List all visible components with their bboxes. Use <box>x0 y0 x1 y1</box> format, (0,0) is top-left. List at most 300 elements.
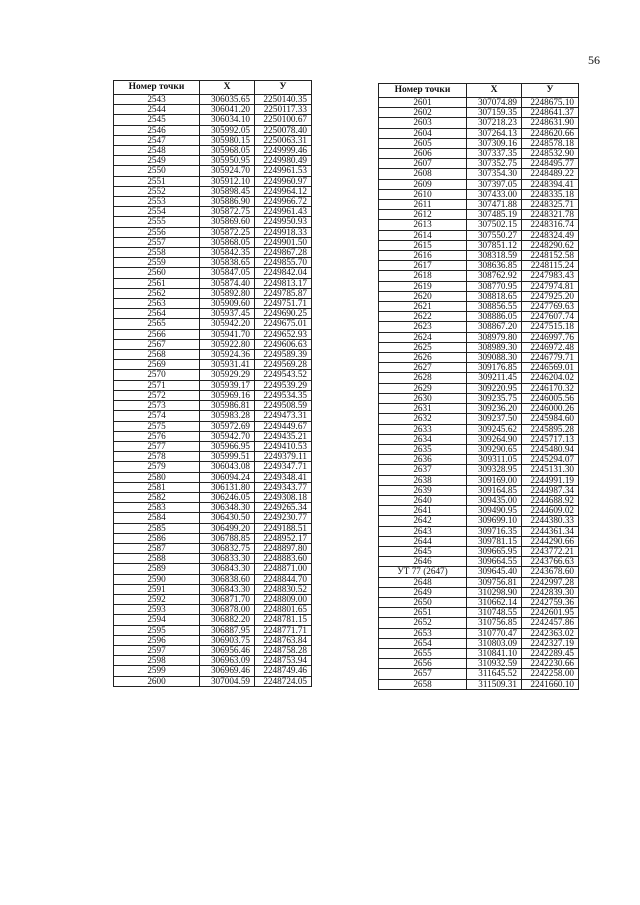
y-coordinate-cell: 2247769.63 <box>522 302 579 312</box>
table-row <box>379 567 579 577</box>
y-coordinate-cell: 2249675.01 <box>255 319 312 329</box>
x-coordinate-cell: 310298.90 <box>467 587 522 597</box>
table-row <box>379 506 579 516</box>
y-coordinate-cell: 2250140.35 <box>255 95 312 105</box>
y-coordinate-cell: 2249534.35 <box>255 390 312 400</box>
point-number-cell: 2613 <box>379 220 467 230</box>
point-number-cell: 2591 <box>114 584 200 594</box>
table-row <box>114 135 312 145</box>
point-number-cell: 2637 <box>379 465 467 475</box>
table-row <box>379 169 579 179</box>
point-number-cell: 2643 <box>379 526 467 536</box>
point-number-cell: 2583 <box>114 503 200 513</box>
point-number-cell: 2610 <box>379 189 467 199</box>
table-row <box>114 380 312 390</box>
y-coordinate-cell: 2249308.18 <box>255 492 312 502</box>
x-coordinate-cell: 308867.20 <box>467 322 522 332</box>
y-coordinate-cell: 2249508.59 <box>255 401 312 411</box>
point-number-cell: 2599 <box>114 666 200 676</box>
point-number-cell: 2562 <box>114 288 200 298</box>
table-row <box>379 98 579 108</box>
y-coordinate-cell: 2248321.78 <box>522 210 579 220</box>
y-coordinate-cell: 2248152.58 <box>522 251 579 261</box>
x-coordinate-cell: 309264.90 <box>467 434 522 444</box>
point-number-cell: 2585 <box>114 523 200 533</box>
point-number-cell: 2644 <box>379 536 467 546</box>
point-number-cell: 2652 <box>379 618 467 628</box>
y-coordinate-cell: 2243678.60 <box>522 567 579 577</box>
x-coordinate-cell: 306843.30 <box>200 564 255 574</box>
point-number-cell: 2598 <box>114 656 200 666</box>
x-coordinate-cell: 310803.09 <box>467 638 522 648</box>
y-coordinate-cell: 2249855.70 <box>255 258 312 268</box>
point-number-cell: 2561 <box>114 278 200 288</box>
table-row <box>379 669 579 679</box>
table-row <box>114 248 312 258</box>
x-coordinate-cell: 309311.05 <box>467 455 522 465</box>
coordinates-table-right <box>378 83 579 690</box>
x-coordinate-cell: 309328.95 <box>467 465 522 475</box>
point-number-cell: 2645 <box>379 546 467 556</box>
x-coordinate-cell: 305980.15 <box>200 135 255 145</box>
x-coordinate-cell: 305992.05 <box>200 125 255 135</box>
x-coordinate-cell: 306882.20 <box>200 615 255 625</box>
table-row <box>379 363 579 373</box>
point-number-cell: 2621 <box>379 302 467 312</box>
y-coordinate-cell: 2248781.15 <box>255 615 312 625</box>
y-coordinate-cell: 2248844.70 <box>255 574 312 584</box>
y-coordinate-cell: 2249652.93 <box>255 329 312 339</box>
table-row <box>114 339 312 349</box>
table-row <box>114 676 312 686</box>
table-row <box>114 186 312 196</box>
point-number-cell: 2622 <box>379 312 467 322</box>
y-coordinate-cell: 2249690.25 <box>255 309 312 319</box>
y-coordinate-cell: 2246779.71 <box>522 353 579 363</box>
point-number-cell: 2651 <box>379 608 467 618</box>
y-coordinate-cell: 2249980.49 <box>255 156 312 166</box>
point-number-cell: 2565 <box>114 319 200 329</box>
x-coordinate-cell: 306832.75 <box>200 543 255 553</box>
x-coordinate-cell: 305986.81 <box>200 401 255 411</box>
y-coordinate-cell: 2249960.97 <box>255 176 312 186</box>
table-row <box>379 240 579 250</box>
table-row <box>114 431 312 441</box>
x-coordinate-cell: 310662.14 <box>467 597 522 607</box>
table-row <box>114 146 312 156</box>
x-coordinate-cell: 309088.30 <box>467 353 522 363</box>
x-coordinate-cell: 305924.36 <box>200 350 255 360</box>
x-coordinate-cell: 306963.09 <box>200 656 255 666</box>
y-coordinate-cell: 2247607.74 <box>522 312 579 322</box>
point-number-cell: 2582 <box>114 492 200 502</box>
table-row <box>379 149 579 159</box>
point-number-cell: 2656 <box>379 659 467 669</box>
y-coordinate-cell: 2248749.46 <box>255 666 312 676</box>
x-coordinate-cell: 305892.80 <box>200 288 255 298</box>
point-number-cell: 2580 <box>114 472 200 482</box>
table-row <box>379 179 579 189</box>
table-row <box>379 618 579 628</box>
y-coordinate-cell: 2249265.34 <box>255 503 312 513</box>
y-coordinate-cell: 2249606.63 <box>255 339 312 349</box>
table-row <box>114 370 312 380</box>
y-coordinate-cell: 2248753.94 <box>255 656 312 666</box>
column-header-point-number: Номер точки <box>114 81 200 95</box>
point-number-cell: 2658 <box>379 679 467 689</box>
x-coordinate-cell: 309290.65 <box>467 444 522 454</box>
table-row <box>114 288 312 298</box>
x-coordinate-cell: 306035.65 <box>200 95 255 105</box>
y-coordinate-cell: 2249961.43 <box>255 207 312 217</box>
table-row <box>114 217 312 227</box>
table-row <box>379 577 579 587</box>
table-row <box>114 227 312 237</box>
point-number-cell: 2586 <box>114 533 200 543</box>
point-number-cell: 2549 <box>114 156 200 166</box>
x-coordinate-cell: 305942.70 <box>200 431 255 441</box>
y-coordinate-cell: 2250117.33 <box>255 105 312 115</box>
x-coordinate-cell: 310932.59 <box>467 659 522 669</box>
table-row <box>114 564 312 574</box>
y-coordinate-cell: 2247925.20 <box>522 291 579 301</box>
x-coordinate-cell: 308818.65 <box>467 291 522 301</box>
point-number-cell: 2632 <box>379 414 467 424</box>
x-coordinate-cell: 306246.05 <box>200 492 255 502</box>
x-coordinate-cell: 311645.52 <box>467 669 522 679</box>
table-row <box>114 574 312 584</box>
y-coordinate-cell: 2249449.67 <box>255 421 312 431</box>
y-coordinate-cell: 2243772.21 <box>522 546 579 556</box>
x-coordinate-cell: 306348.30 <box>200 503 255 513</box>
y-coordinate-cell: 2250100.67 <box>255 115 312 125</box>
x-coordinate-cell: 308856.55 <box>467 302 522 312</box>
table-row <box>379 414 579 424</box>
table-row <box>114 533 312 543</box>
x-coordinate-cell: 305869.60 <box>200 217 255 227</box>
table-row <box>379 383 579 393</box>
y-coordinate-cell: 2250063.31 <box>255 135 312 145</box>
y-coordinate-cell: 2242601.95 <box>522 608 579 618</box>
x-coordinate-cell: 307309.16 <box>467 138 522 148</box>
y-coordinate-cell: 2242457.86 <box>522 618 579 628</box>
y-coordinate-cell: 2249410.53 <box>255 441 312 451</box>
x-coordinate-cell: 309235.75 <box>467 393 522 403</box>
table-row <box>379 220 579 230</box>
y-coordinate-cell: 2249751.71 <box>255 299 312 309</box>
y-coordinate-cell: 2241660.10 <box>522 679 579 689</box>
y-coordinate-cell: 2249589.39 <box>255 350 312 360</box>
table-header-row <box>114 81 312 95</box>
table-row <box>379 608 579 618</box>
x-coordinate-cell: 306430.50 <box>200 513 255 523</box>
table-row <box>379 271 579 281</box>
point-number-cell: 2600 <box>114 676 200 686</box>
x-coordinate-cell: 305886.90 <box>200 197 255 207</box>
point-number-cell: 2620 <box>379 291 467 301</box>
table-row <box>114 197 312 207</box>
table-row <box>114 666 312 676</box>
point-number-cell: 2654 <box>379 638 467 648</box>
point-number-cell: 2553 <box>114 197 200 207</box>
y-coordinate-cell: 2249785.87 <box>255 288 312 298</box>
y-coordinate-cell: 2243766.63 <box>522 557 579 567</box>
table-row <box>379 159 579 169</box>
point-number-cell: 2636 <box>379 455 467 465</box>
point-number-cell: 2587 <box>114 543 200 553</box>
point-number-cell: 2593 <box>114 605 200 615</box>
table-row <box>114 656 312 666</box>
point-number-cell: 2655 <box>379 648 467 658</box>
y-coordinate-cell: 2248325.71 <box>522 200 579 210</box>
table-row <box>379 495 579 505</box>
y-coordinate-cell: 2248489.22 <box>522 169 579 179</box>
x-coordinate-cell: 306878.00 <box>200 605 255 615</box>
point-number-cell: 2619 <box>379 281 467 291</box>
y-coordinate-cell: 2249842.04 <box>255 268 312 278</box>
table-row <box>379 332 579 342</box>
point-number-cell: 2641 <box>379 506 467 516</box>
point-number-cell: 2545 <box>114 115 200 125</box>
y-coordinate-cell: 2244991.19 <box>522 475 579 485</box>
y-coordinate-cell: 2249348.41 <box>255 472 312 482</box>
table-row <box>114 329 312 339</box>
y-coordinate-cell: 2244361.34 <box>522 526 579 536</box>
point-number-cell: 2548 <box>114 146 200 156</box>
y-coordinate-cell: 2248883.60 <box>255 554 312 564</box>
table-row <box>379 322 579 332</box>
point-number-cell: 2653 <box>379 628 467 638</box>
table-row <box>114 156 312 166</box>
y-coordinate-cell: 2242230.66 <box>522 659 579 669</box>
table-row <box>379 444 579 454</box>
x-coordinate-cell: 307471.88 <box>467 200 522 210</box>
point-number-cell: 2579 <box>114 462 200 472</box>
x-coordinate-cell: 307354.30 <box>467 169 522 179</box>
table-row <box>114 594 312 604</box>
y-coordinate-cell: 2248801.65 <box>255 605 312 615</box>
table-row <box>114 492 312 502</box>
point-number-cell: 2648 <box>379 577 467 587</box>
x-coordinate-cell: 305972.69 <box>200 421 255 431</box>
x-coordinate-cell: 305950.95 <box>200 156 255 166</box>
point-number-cell: 2584 <box>114 513 200 523</box>
point-number-cell: 2633 <box>379 424 467 434</box>
y-coordinate-cell: 2242289.45 <box>522 648 579 658</box>
table-row <box>114 584 312 594</box>
x-coordinate-cell: 305924.70 <box>200 166 255 176</box>
y-coordinate-cell: 2249343.77 <box>255 482 312 492</box>
y-coordinate-cell: 2249435.21 <box>255 431 312 441</box>
point-number-cell: 2560 <box>114 268 200 278</box>
table-row <box>379 485 579 495</box>
table-row <box>114 645 312 655</box>
table-row <box>379 638 579 648</box>
table-row <box>114 176 312 186</box>
y-coordinate-cell: 2246569.01 <box>522 363 579 373</box>
x-coordinate-cell: 309245.62 <box>467 424 522 434</box>
column-header-x: X <box>467 84 522 98</box>
point-number-cell: 2606 <box>379 149 467 159</box>
table-row <box>379 128 579 138</box>
y-coordinate-cell: 2246000.26 <box>522 404 579 414</box>
x-coordinate-cell: 310756.85 <box>467 618 522 628</box>
x-coordinate-cell: 306094.24 <box>200 472 255 482</box>
x-coordinate-cell: 307159.35 <box>467 108 522 118</box>
x-coordinate-cell: 305922.80 <box>200 339 255 349</box>
point-number-cell: 2592 <box>114 594 200 604</box>
x-coordinate-cell: 305969.16 <box>200 390 255 400</box>
x-coordinate-cell: 309699.10 <box>467 516 522 526</box>
page-number: 56 <box>588 53 600 67</box>
y-coordinate-cell: 2248758.28 <box>255 645 312 655</box>
point-number-cell: 2623 <box>379 322 467 332</box>
table-row <box>114 390 312 400</box>
y-coordinate-cell: 2249473.31 <box>255 411 312 421</box>
point-number-cell: 2569 <box>114 360 200 370</box>
x-coordinate-cell: 309716.35 <box>467 526 522 536</box>
table-row <box>114 278 312 288</box>
x-coordinate-cell: 305838.65 <box>200 258 255 268</box>
x-coordinate-cell: 309645.40 <box>467 567 522 577</box>
x-coordinate-cell: 305847.05 <box>200 268 255 278</box>
x-coordinate-cell: 308636.85 <box>467 261 522 271</box>
x-coordinate-cell: 309237.50 <box>467 414 522 424</box>
y-coordinate-cell: 2246005.56 <box>522 393 579 403</box>
y-coordinate-cell: 2246972.48 <box>522 342 579 352</box>
y-coordinate-cell: 2249543.52 <box>255 370 312 380</box>
y-coordinate-cell: 2245895.28 <box>522 424 579 434</box>
point-number-cell: 2618 <box>379 271 467 281</box>
table-row <box>114 635 312 645</box>
point-number-cell: 2594 <box>114 615 200 625</box>
x-coordinate-cell: 306887.95 <box>200 625 255 635</box>
point-number-cell: 2547 <box>114 135 200 145</box>
point-number-cell: 2590 <box>114 574 200 584</box>
table-row <box>379 373 579 383</box>
table-row <box>114 125 312 135</box>
point-number-cell: 2567 <box>114 339 200 349</box>
table-row <box>379 648 579 658</box>
y-coordinate-cell: 2248871.00 <box>255 564 312 574</box>
x-coordinate-cell: 308762.92 <box>467 271 522 281</box>
x-coordinate-cell: 307337.35 <box>467 149 522 159</box>
point-number-cell: 2546 <box>114 125 200 135</box>
x-coordinate-cell: 309781.15 <box>467 536 522 546</box>
x-coordinate-cell: 309490.95 <box>467 506 522 516</box>
point-number-cell: 2634 <box>379 434 467 444</box>
point-number-cell: 2616 <box>379 251 467 261</box>
y-coordinate-cell: 2245480.94 <box>522 444 579 454</box>
table-row <box>114 401 312 411</box>
y-coordinate-cell: 2247983.43 <box>522 271 579 281</box>
point-number-cell: 2568 <box>114 350 200 360</box>
x-coordinate-cell: 305912.10 <box>200 176 255 186</box>
x-coordinate-cell: 305999.51 <box>200 452 255 462</box>
y-coordinate-cell: 2249569.28 <box>255 360 312 370</box>
x-coordinate-cell: 307074.89 <box>467 98 522 108</box>
y-coordinate-cell: 2242759.36 <box>522 597 579 607</box>
point-number-cell: 2639 <box>379 485 467 495</box>
x-coordinate-cell: 305942.20 <box>200 319 255 329</box>
x-coordinate-cell: 307485.19 <box>467 210 522 220</box>
table-row <box>379 587 579 597</box>
point-number-cell: 2625 <box>379 342 467 352</box>
table-row <box>114 309 312 319</box>
point-number-cell: 2578 <box>114 452 200 462</box>
y-coordinate-cell: 2242327.19 <box>522 638 579 648</box>
x-coordinate-cell: 305909.60 <box>200 299 255 309</box>
y-coordinate-cell: 2245984.60 <box>522 414 579 424</box>
table-row <box>114 258 312 268</box>
y-coordinate-cell: 2249964.12 <box>255 186 312 196</box>
table-row <box>114 513 312 523</box>
table-row <box>114 482 312 492</box>
y-coordinate-cell: 2249901.50 <box>255 237 312 247</box>
x-coordinate-cell: 307851.12 <box>467 240 522 250</box>
y-coordinate-cell: 2249966.72 <box>255 197 312 207</box>
point-number-cell: 2588 <box>114 554 200 564</box>
y-coordinate-cell: 2244290.66 <box>522 536 579 546</box>
table-row <box>379 353 579 363</box>
table-row <box>379 118 579 128</box>
point-number-cell: 2557 <box>114 237 200 247</box>
point-number-cell: 2581 <box>114 482 200 492</box>
y-coordinate-cell: 2245131.30 <box>522 465 579 475</box>
y-coordinate-cell: 2248952.17 <box>255 533 312 543</box>
point-number-cell: 2575 <box>114 421 200 431</box>
y-coordinate-cell: 2248675.10 <box>522 98 579 108</box>
y-coordinate-cell: 2242258.00 <box>522 669 579 679</box>
x-coordinate-cell: 306833.30 <box>200 554 255 564</box>
point-number-cell: 2543 <box>114 95 200 105</box>
y-coordinate-cell: 2244987.34 <box>522 485 579 495</box>
y-coordinate-cell: 2246204.02 <box>522 373 579 383</box>
table-row <box>114 452 312 462</box>
y-coordinate-cell: 2244609.02 <box>522 506 579 516</box>
table-row <box>114 268 312 278</box>
y-coordinate-cell: 2249961.53 <box>255 166 312 176</box>
table-row <box>379 557 579 567</box>
x-coordinate-cell: 308318.59 <box>467 251 522 261</box>
point-number-cell: 2617 <box>379 261 467 271</box>
table-row <box>379 200 579 210</box>
point-number-cell: 2646 <box>379 557 467 567</box>
x-coordinate-cell: 309665.95 <box>467 546 522 556</box>
x-coordinate-cell: 308979.80 <box>467 332 522 342</box>
x-coordinate-cell: 306843.30 <box>200 584 255 594</box>
point-number-cell: 2558 <box>114 248 200 258</box>
y-coordinate-cell: 2246170.32 <box>522 383 579 393</box>
table-row <box>379 138 579 148</box>
point-number-cell: УТ 77 (2647) <box>379 567 467 577</box>
y-coordinate-cell: 2249999.46 <box>255 146 312 156</box>
point-number-cell: 2566 <box>114 329 200 339</box>
column-header-y: У <box>522 84 579 98</box>
point-number-cell: 2589 <box>114 564 200 574</box>
point-number-cell: 2612 <box>379 210 467 220</box>
table-row <box>114 605 312 615</box>
point-number-cell: 2556 <box>114 227 200 237</box>
point-number-cell: 2572 <box>114 390 200 400</box>
y-coordinate-cell: 2248578.18 <box>522 138 579 148</box>
x-coordinate-cell: 307397.05 <box>467 179 522 189</box>
point-number-cell: 2631 <box>379 404 467 414</box>
x-coordinate-cell: 307264.13 <box>467 128 522 138</box>
table-row <box>379 526 579 536</box>
x-coordinate-cell: 305898.45 <box>200 186 255 196</box>
x-coordinate-cell: 310770.47 <box>467 628 522 638</box>
